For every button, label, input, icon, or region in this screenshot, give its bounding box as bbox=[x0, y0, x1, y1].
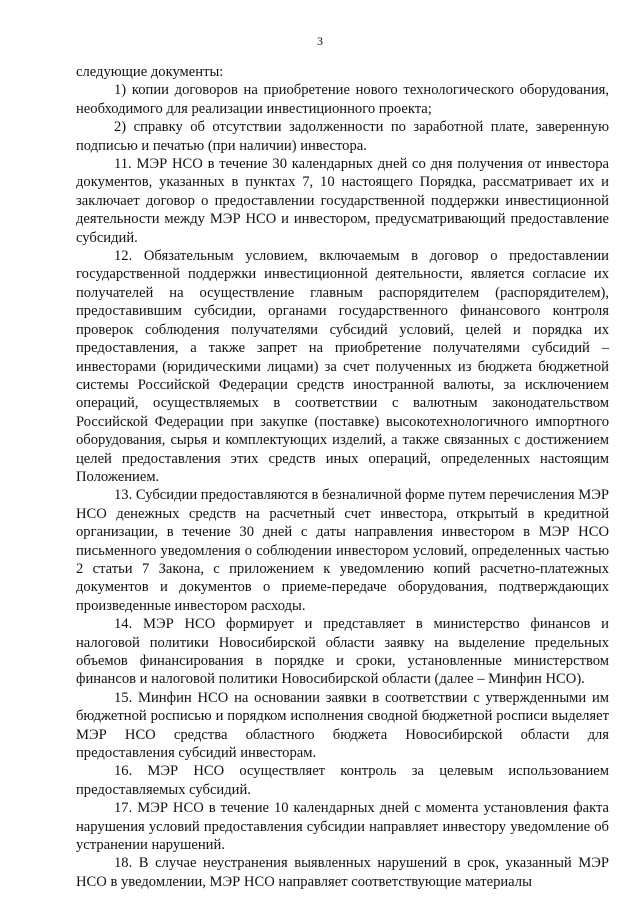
paragraph-14: 14. МЭР НСО формирует и представляет в министерство финансов и налоговой политики Новосибирской области заявку на выделение предельных объемов финансирования в порядке и сроки, установленные министерством финансов и налоговой политики Новосибирской области (далее – Минфин НСО). bbox=[76, 616, 609, 688]
paragraph-12: 12. Обязательным условием, включаемым в договор о предоставлении государственной поддержки инвестиционной деятельности, является согласие их получателей на осуществление главным распорядителем (распорядителем), предоставившим субсидии, органами государственного финансового контроля проверок соблюдения получателями субсидий условий, целей и порядка их предоставления, а также запрет на приобретение получателями субсидий – инвесторами (юридическими лицами) за счет полученных из бюджета бюджетной системы Российской Федерации средств иностранной валюты, за исключением операций, осуществляемых в соответствии с валютным законодательством Российской Федерации при закупке (поставке) высокотехнологичного импортного оборудования, сырья и комплектующих изделий, а также связанных с достижением целей предоставления этих средств иных операций, определенных настоящим Положением. bbox=[76, 248, 609, 485]
paragraph-18: 18. В случае неустранения выявленных нарушений в срок, указанный МЭР НСО в уведомлении, МЭР НСО направляет соответствующие материалы bbox=[76, 855, 609, 890]
page-number: 3 bbox=[317, 34, 323, 48]
paragraph-item-1: 1) копии договоров на приобретение нового технологического оборудования, необходимого для реализации инвестиционного проекта; bbox=[76, 82, 609, 117]
paragraph-13: 13. Субсидии предоставляются в безналичной форме путем перечисления МЭР НСО денежных средств на расчетный счет инвестора, открытый в кредитной организации, в течение 30 дней с даты направления инвестором в МЭР НСО письменного уведомления о соблюдении инвестором условий, определенных частью 2 статьи 7 Закона, с приложением к уведомлению копий расчетно-платежных документов и документов о приеме-передаче оборудования, подтверждающих произведенные инвестором расходы. bbox=[76, 487, 609, 614]
paragraph-17: 17. МЭР НСО в течение 10 календарных дней с момента установления факта нарушения условий предоставления субсидии направляет инвестору уведомление об устранении нарушений. bbox=[76, 800, 609, 854]
paragraph-item-2: 2) справку об отсутствии задолженности по заработной плате, заверенную подписью и печатью (при наличии) инвестора. bbox=[76, 119, 609, 154]
paragraph-16: 16. МЭР НСО осуществляет контроль за целевым использованием предоставляемых субсидий. bbox=[76, 763, 609, 798]
paragraph-intro: следующие документы: bbox=[76, 64, 224, 80]
document-body bbox=[76, 63, 609, 891]
paragraph-15: 15. Минфин НСО на основании заявки в соответствии с утвержденными им бюджетной росписью и порядком исполнения сводной бюджетной росписи выделяет МЭР НСО средства областного бюджета Новосибирской области для предоставления субсидий инвесторам. bbox=[76, 689, 609, 762]
paragraph-11: 11. МЭР НСО в течение 30 календарных дней со дня получения от инвестора документов, указанных в пунктах 7, 10 настоящего Порядка, рассматривает их и заключает договор о предоставлении государственной поддержки инвестиционной деятельности между МЭР НСО и инвестором, предусматривающий предоставление субсидий. bbox=[76, 156, 609, 246]
